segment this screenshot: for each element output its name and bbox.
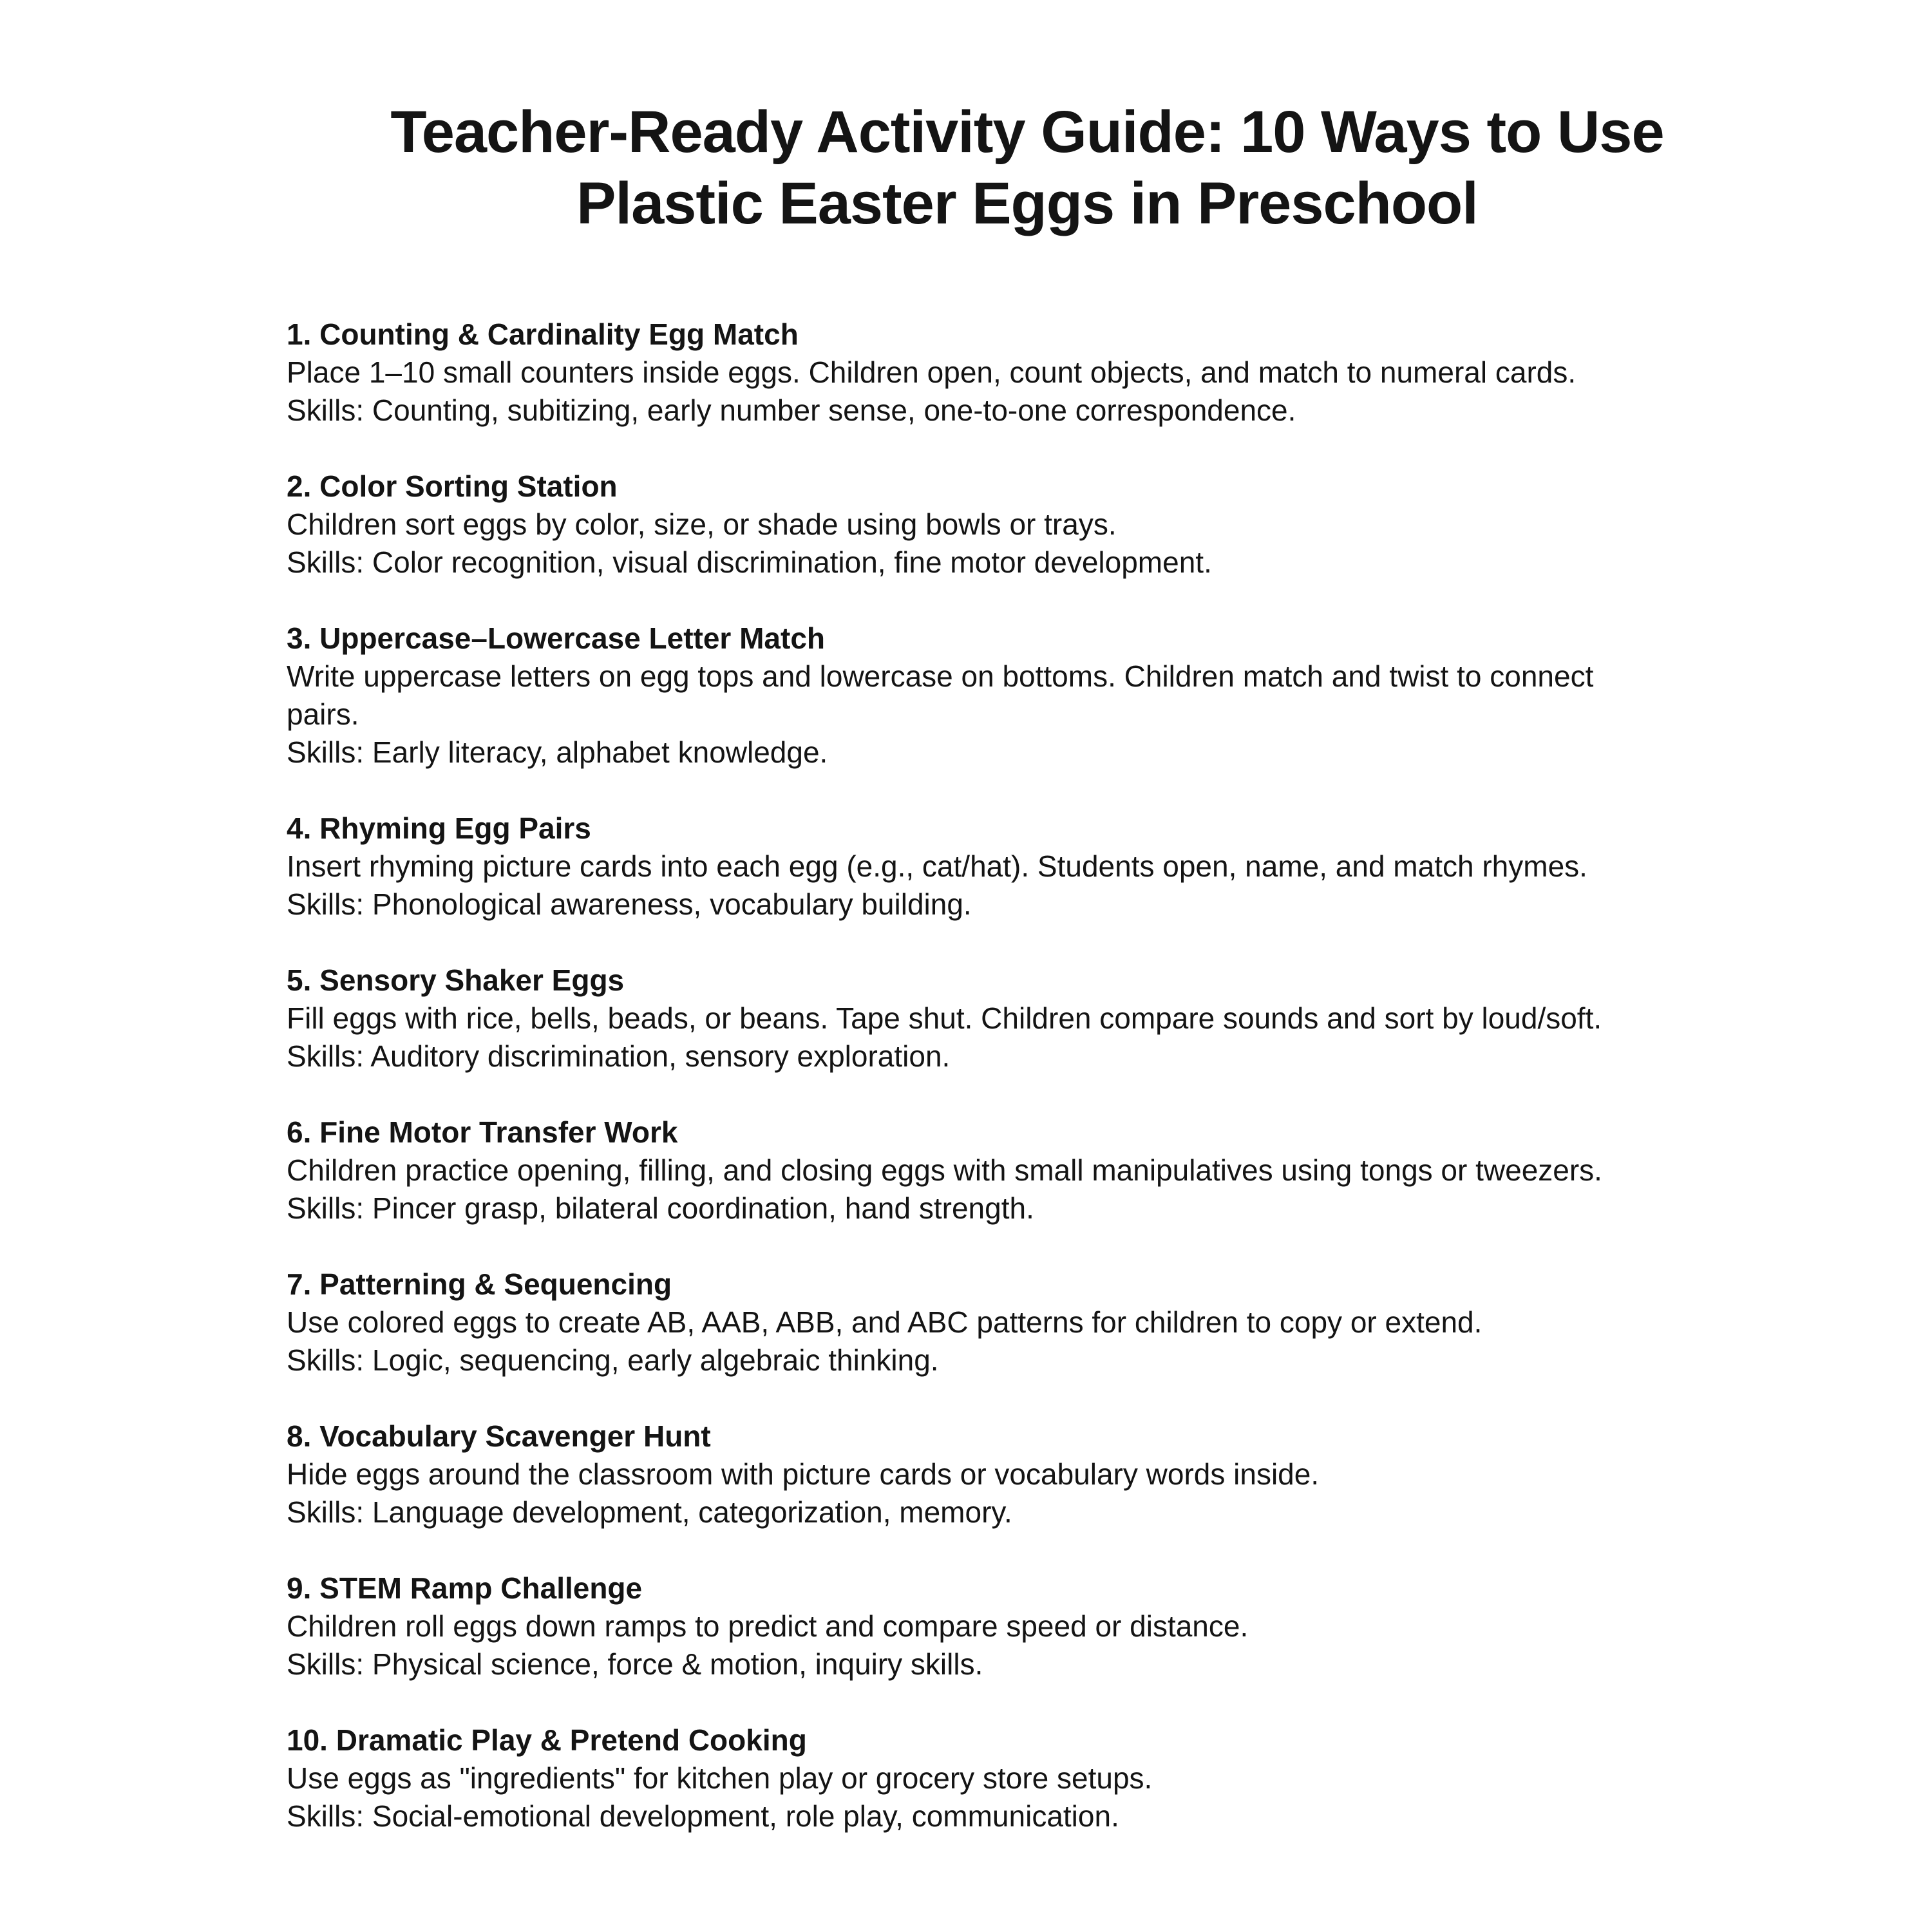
section-text-line: Use eggs as "ingredients" for kitchen play or grocery store setups. [287,1761,1153,1795]
section-text-line: Skills: Language development, categorization, memory. [287,1495,1012,1529]
section-heading: 7. Patterning & Sequencing [287,1267,672,1301]
page-title-line-2: Plastic Easter Eggs in Preschool [576,171,1478,236]
section-text-line: Skills: Auditory discrimination, sensory exploration. [287,1039,951,1073]
activity-section [287,810,1768,923]
section-text-line: Fill eggs with rice, bells, beads, or beans. Tape shut. Children compare sounds and sort by loud/soft. [287,1001,1602,1035]
section-text-line: Skills: Pincer grasp, bilateral coordination, hand strength. [287,1191,1034,1225]
activity-section [287,620,1768,772]
section-text-line: Insert rhyming picture cards into each egg (e.g., cat/hat). Students open, name, and match rhymes. [287,849,1587,883]
section-text-line: pairs. [287,697,359,731]
section-heading: 3. Uppercase–Lowercase Letter Match [287,621,826,655]
activity-section [287,961,1768,1075]
activity-sections [287,316,1768,1835]
section-text-line: Skills: Phonological awareness, vocabulary building. [287,887,972,921]
section-text-line: Skills: Color recognition, visual discrimination, fine motor development. [287,545,1212,579]
section-text-line: Children sort eggs by color, size, or shade using bowls or trays. [287,507,1117,541]
activity-section [287,1721,1768,1835]
section-text-line: Skills: Logic, sequencing, early algebraic thinking. [287,1343,939,1377]
page-title-line-1: Teacher-Ready Activity Guide: 10 Ways to Use [390,99,1664,165]
section-text-line: Use colored eggs to create AB, AAB, ABB, and ABC patterns for children to copy or extend. [287,1305,1482,1339]
activity-section [287,316,1768,430]
section-text-line: Hide eggs around the classroom with picture cards or vocabulary words inside. [287,1457,1320,1491]
section-text-line: Place 1–10 small counters inside eggs. Children open, count objects, and match to numeral cards. [287,355,1577,389]
section-heading: 4. Rhyming Egg Pairs [287,811,591,845]
section-heading: 5. Sensory Shaker Eggs [287,963,625,997]
section-heading: 9. STEM Ramp Challenge [287,1571,643,1605]
activity-section [287,1113,1768,1227]
section-heading: 2. Color Sorting Station [287,469,618,503]
activity-section [287,468,1768,582]
activity-section [287,1265,1768,1379]
section-heading: 6. Fine Motor Transfer Work [287,1115,678,1149]
section-text-line: Children roll eggs down ramps to predict and compare speed or distance. [287,1609,1249,1643]
section-text-line: Skills: Early literacy, alphabet knowledge. [287,735,828,769]
activity-section [287,1569,1768,1683]
page-title [287,97,1768,240]
section-text-line: Children practice opening, filling, and closing eggs with small manipulatives using tongs or tweezers. [287,1153,1602,1187]
section-heading: 1. Counting & Cardinality Egg Match [287,317,799,351]
section-heading: 10. Dramatic Play & Pretend Cooking [287,1723,807,1757]
section-text-line: Skills: Counting, subitizing, early number sense, one-to-one correspondence. [287,393,1296,427]
section-text-line: Skills: Social-emotional development, role play, communication. [287,1799,1119,1833]
activity-section [287,1417,1768,1531]
section-text-line: Write uppercase letters on egg tops and lowercase on bottoms. Children match and twist to connect [287,659,1594,693]
section-heading: 8. Vocabulary Scavenger Hunt [287,1419,711,1453]
section-text-line: Skills: Physical science, force & motion, inquiry skills. [287,1647,983,1681]
